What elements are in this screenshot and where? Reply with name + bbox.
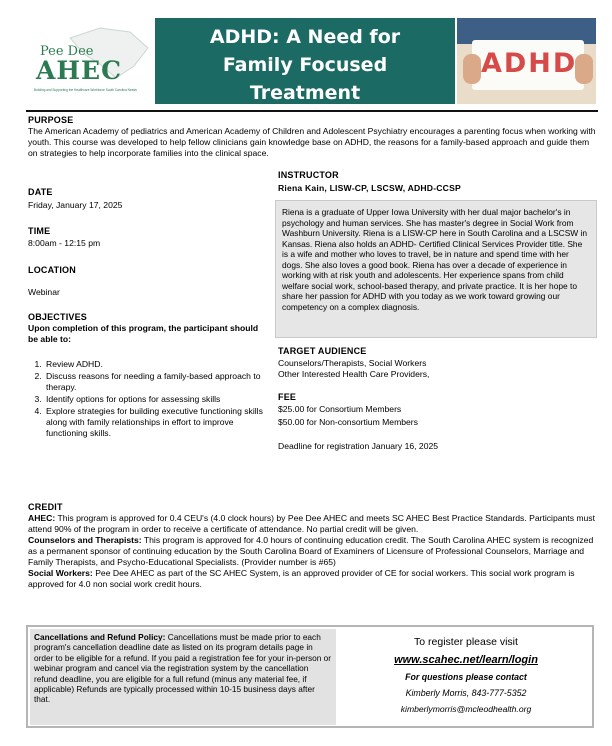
credit-social-label: Social Workers: <box>28 568 93 578</box>
register-panel <box>338 636 594 714</box>
photo-hand-left <box>463 54 481 84</box>
logo-name: Pee Dee <box>40 44 94 59</box>
title-line-3: Treatment <box>249 82 361 104</box>
objectives-list <box>28 359 266 440</box>
header-divider <box>26 110 598 112</box>
contact-email[interactable]: kimberlymorris@mcleodhealth.org <box>400 704 532 714</box>
questions-prompt: For questions please contact <box>405 672 527 682</box>
fee-heading: FEE <box>278 392 297 402</box>
fee-non-consortium: $50.00 for Non-consortium Members <box>278 417 418 427</box>
credit-counselors <box>28 535 596 568</box>
photo-hand-right <box>575 54 593 84</box>
time-value: 8:00am - 12:15 pm <box>28 238 101 248</box>
adhd-photo <box>457 18 596 104</box>
instructor-bio: Riena is a graduate of Upper Iowa University with her dual major bachelor's in psychology and human services. She has master's degree in Social Work from Washburn University. Riena is a LISW-CP here in South Carolina and a LSCSW in Kansas. Riena also holds an ADHD- Certified Clinical Services Provider title. She is a wife and mother who loves to travel, be in nature and spend time with her dogs. She also loves a good book. Riena has over a decade of experience in working with at risk youth and adolescents. Her experience spans from child welfare social work, school-based therapy, and private practice. It is her hope to share her passion for ADHD with you today as we work toward growing our competency on a complex diagnosis. <box>282 207 588 312</box>
audience-line-1: Counselors/Therapists, Social Workers <box>278 358 427 368</box>
location-value: Webinar <box>28 287 60 297</box>
title-banner <box>155 18 455 104</box>
instructor-bio-box <box>275 200 597 338</box>
location-heading: LOCATION <box>28 265 76 275</box>
logo-org: AHEC <box>36 56 122 85</box>
credit-counselors-label: Counselors and Therapists: <box>28 535 142 545</box>
date-value: Friday, January 17, 2025 <box>28 200 123 210</box>
pee-dee-ahec-logo <box>30 18 155 102</box>
fee-consortium: $25.00 for Consortium Members <box>278 404 402 414</box>
title-line-2: Family Focused <box>222 54 388 76</box>
objectives-intro: Upon completion of this program, the participant should be able to: <box>28 323 259 344</box>
purpose-text: The American Academy of pediatrics and American Academy of Children and Adolescent Psychiatry encourages a parenting focus when working with youth. This course was developed to help fellow clinicians gain knowledge base on ADHD, the reasons for a family-based approach and guide them on strategies to help incorporate families into the clinical space. <box>28 126 596 158</box>
credit-heading: CREDIT <box>28 502 63 512</box>
title-line-1: ADHD: A Need for <box>209 26 401 48</box>
purpose-heading: PURPOSE <box>28 115 74 125</box>
register-prompt: To register please visit <box>414 636 518 648</box>
date-heading: DATE <box>28 187 53 197</box>
objective-item: 4. Explore strategies for building executive functioning skills along with family relationships in effort to improve functioning skills. <box>44 406 266 439</box>
credit-social-workers <box>28 568 596 590</box>
audience-heading: TARGET AUDIENCE <box>278 346 367 356</box>
logo-tagline: Building and Supporting the Healthcare Workforce South Carolina Needs <box>34 88 137 92</box>
credit-ahec-text: This program is approved for 0.4 CEU's (4.0 clock hours) by Pee Dee AHEC and meets SC AHEC Best Practice Standards. Participants must attend 90% of the program in order to receive a certificate of attendance. No partial credit will be given. <box>28 513 595 534</box>
cancellation-label: Cancellations and Refund Policy: <box>34 632 166 642</box>
registration-deadline: Deadline for registration January 16, 2025 <box>278 441 439 451</box>
audience-line-2: Other Interested Health Care Providers, <box>278 369 430 379</box>
objectives-heading: OBJECTIVES <box>28 312 88 322</box>
instructor-name: Riena Kain, LISW-CP, LSCSW, ADHD-CCSP <box>278 183 461 193</box>
objective-item: 2. Discuss reasons for needing a family-based approach to therapy. <box>44 371 266 393</box>
time-heading: TIME <box>28 226 51 236</box>
instructor-heading: INSTRUCTOR <box>278 170 339 180</box>
credit-ahec <box>28 513 596 535</box>
contact-name-phone: Kimberly Morris, 843-777-5352 <box>405 688 527 698</box>
credit-counselors-text: This program is approved for 4.0 hours of continuing education credit. The South Carolina AHEC system is recognized as a permanent sponsor of continuing education by the South Carolina Board of Examiners of Licensure of Professional Counselors, Marriage and Family Therapists, and Psycho-Educational Specialists. (Provider number is #65) <box>28 535 594 567</box>
cancellation-policy <box>30 629 336 725</box>
credit-social-text: Pee Dee AHEC as part of the SC AHEC System, is an approved provider of CE for social workers. This social work program is approved for 4.0 non social work credit hours. <box>28 568 575 589</box>
register-link[interactable]: www.scahec.net/learn/login <box>394 654 538 666</box>
photo-adhd-text: ADHD <box>481 48 578 79</box>
objective-item: 1. Review ADHD. <box>44 359 266 370</box>
credit-ahec-label: AHEC: <box>28 513 56 523</box>
objective-item: 3. Identify options for options for assessing skills <box>44 394 266 405</box>
cancellation-text: Cancellations must be made prior to each program's cancellation deadline date as listed on its program details page in order to be eligible for a refund. If you paid a registration fee for your in-person or webinar program and cancel via the registration system by the cancellation refund deadline, you are eligible for a full refund (minus any material fee, if applicable) Refunds are typically processed within 10-15 business days after that. <box>34 632 332 705</box>
credit-section <box>28 513 596 590</box>
